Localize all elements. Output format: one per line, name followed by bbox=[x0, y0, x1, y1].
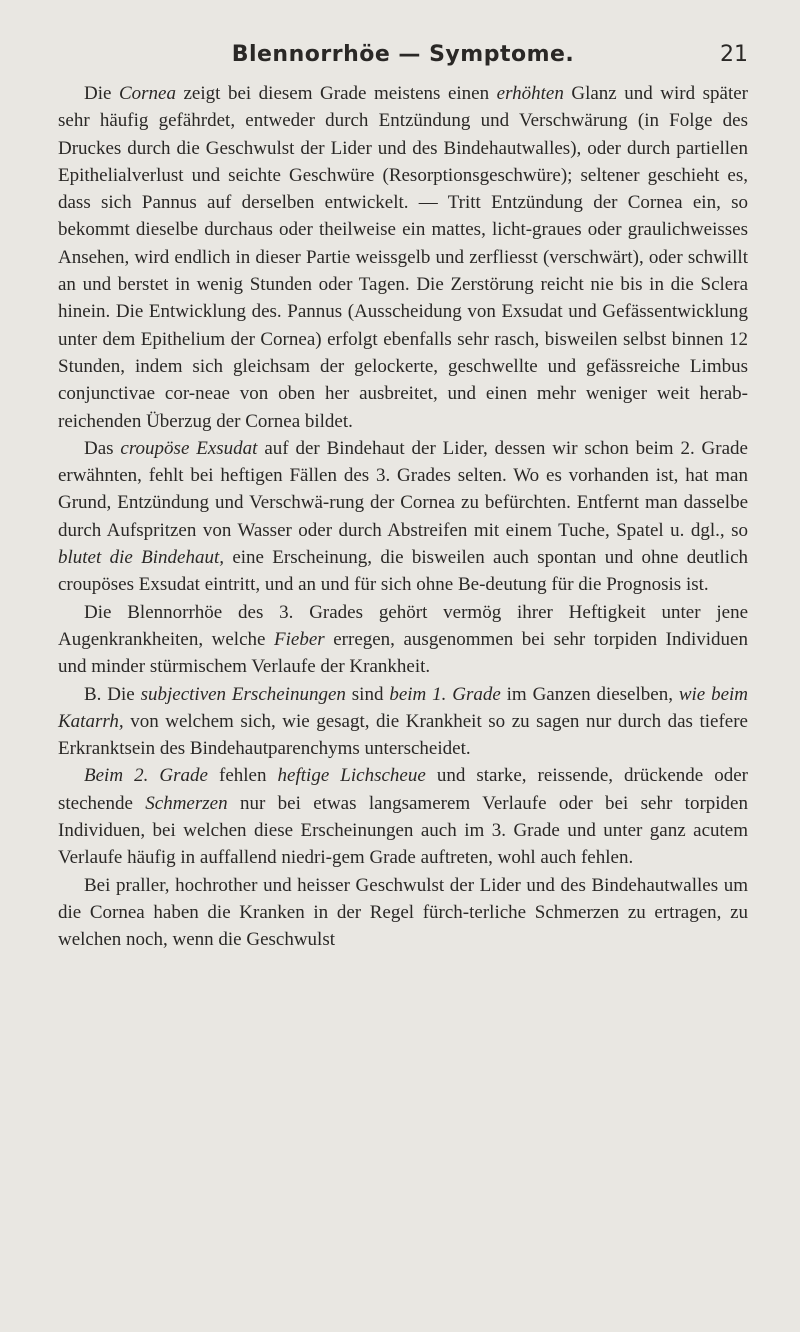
text-run: Die bbox=[84, 83, 119, 104]
text-run: Die Blennorrhöe des 3. Grades gehört vermög ihrer Heftigkeit unter jene Augenkrankheiten, welche bbox=[58, 601, 748, 650]
paragraph bbox=[58, 435, 748, 599]
text-run: erregen, ausgenommen bei sehr torpiden Individuen und minder stürmischem Verlaufe der Krankheit. bbox=[58, 628, 748, 678]
text-run: auf der Bindehaut der Lider, dessen wir schon beim 2. Grade erwähnten, fehlt bei heftigen Fällen des 3. Grades selten. Wo es vorhanden ist, hat man Grund, Entzündung und Verschwä-rung der Cornea zu befürchten. Entfernt man dasselbe durch Aufspritzen von Wasser oder durch Abstreifen mit einem Tuche, Spatel u. dgl., so bbox=[58, 437, 748, 541]
page-number: 21 bbox=[720, 42, 748, 67]
text-run: und starke, reissende, drückende oder stechende bbox=[58, 765, 748, 814]
emphasized-text: beim 1. Grade bbox=[389, 683, 501, 705]
text-run: Das bbox=[84, 437, 121, 459]
emphasized-text: Fieber bbox=[274, 628, 325, 650]
paragraph bbox=[58, 80, 748, 435]
text-run: sind bbox=[345, 683, 390, 705]
paragraph bbox=[58, 762, 748, 871]
text-run: eine Erscheinung, die bisweilen auch spontan und ohne deutlich croupöses Exsudat eintritt, und an und für sich ohne Be-deutung für die Prognosis ist. bbox=[58, 547, 748, 596]
emphasized-text: Schmerzen bbox=[145, 792, 228, 814]
text-run: Glanz und wird später sehr häufig gefährdet, entweder durch Entzündung und Verschwärung (in Folge des Druckes durch die Geschwulst der Lider und des Bindehautwalles), oder durch partiellen Epithelialverlust und seichte Geschwüre (Resorptionsgeschwüre); seltener geschieht es, dass sich Pannus auf derselben entwickelt. — Tritt Entzündung der Cornea ein, so bekommt dieselbe durchaus oder theilweise ein mattes, licht-graues oder graulichweisses Ansehen, wird endlich in dieser Partie weissgelb und zerfliesst (verschwärt), oder schwillt an und berstet in wenig Stunden oder Tagen. Die Zerstörung reicht nie bis in die Sclera hinein. Die Entwicklung des. Pannus (Ausscheidung von Exsudat und Gefässentwicklung unter dem Epithelium der Cornea) erfolgt ebenfalls sehr rasch, bisweilen selbst binnen 12 Stunden, indem sich gleichsam der gelockerte, geschwellte und gefässreiche Limbus conjunctivae cor-neae von oben her ausbreitet, und einen mehr weniger weit herab-reichenden Überzug der Cornea bildet. bbox=[58, 83, 748, 432]
text-run: im Ganzen dieselben, bbox=[500, 683, 679, 705]
paragraph bbox=[58, 872, 748, 954]
paragraph bbox=[58, 599, 748, 681]
body-text bbox=[58, 80, 748, 954]
text-run: Bei praller, hochrother und heisser Geschwulst der Lider und des Bindehautwalles um die Cornea haben die Kranken in der Regel fürch-terliche Schmerzen zu ertragen, zu welchen noch, wenn die Geschwulst bbox=[58, 874, 748, 951]
paragraph bbox=[58, 681, 748, 763]
emphasized-text: heftige Lichscheue bbox=[277, 765, 426, 787]
page-header bbox=[58, 42, 748, 78]
emphasized-text: wie beim Katarrh, bbox=[58, 683, 749, 732]
text-run: nur bei etwas langsamerem Verlaufe oder bei sehr torpiden Individuen, bei welchen diese Erscheinungen auch im 3. Grade und unter ganz acutem Verlaufe häufig in auffallend niedri-gem Grade auftreten, wohl auch fehlen. bbox=[58, 792, 748, 869]
emphasized-text: blutet die Bindehaut, bbox=[58, 547, 224, 569]
text-run: zeigt bei diesem Grade meistens einen bbox=[175, 83, 497, 104]
running-title: Blennorrhöe — Symptome. bbox=[231, 42, 575, 67]
text-run: B. Die bbox=[84, 683, 141, 705]
text-run: fehlen bbox=[207, 765, 278, 787]
emphasized-text: Cornea bbox=[118, 83, 176, 104]
emphasized-text: subjectiven Erscheinungen bbox=[140, 683, 346, 705]
emphasized-text: croupöse Exsudat bbox=[120, 437, 258, 459]
text-run: von welchem sich, wie gesagt, die Krankheit so zu sagen nur durch das tiefere Erkranktsein des Bindehautparenchyms unterscheidet. bbox=[58, 710, 748, 760]
emphasized-text: erhöhten bbox=[496, 83, 564, 104]
emphasized-text: Beim 2. Grade bbox=[84, 765, 208, 787]
